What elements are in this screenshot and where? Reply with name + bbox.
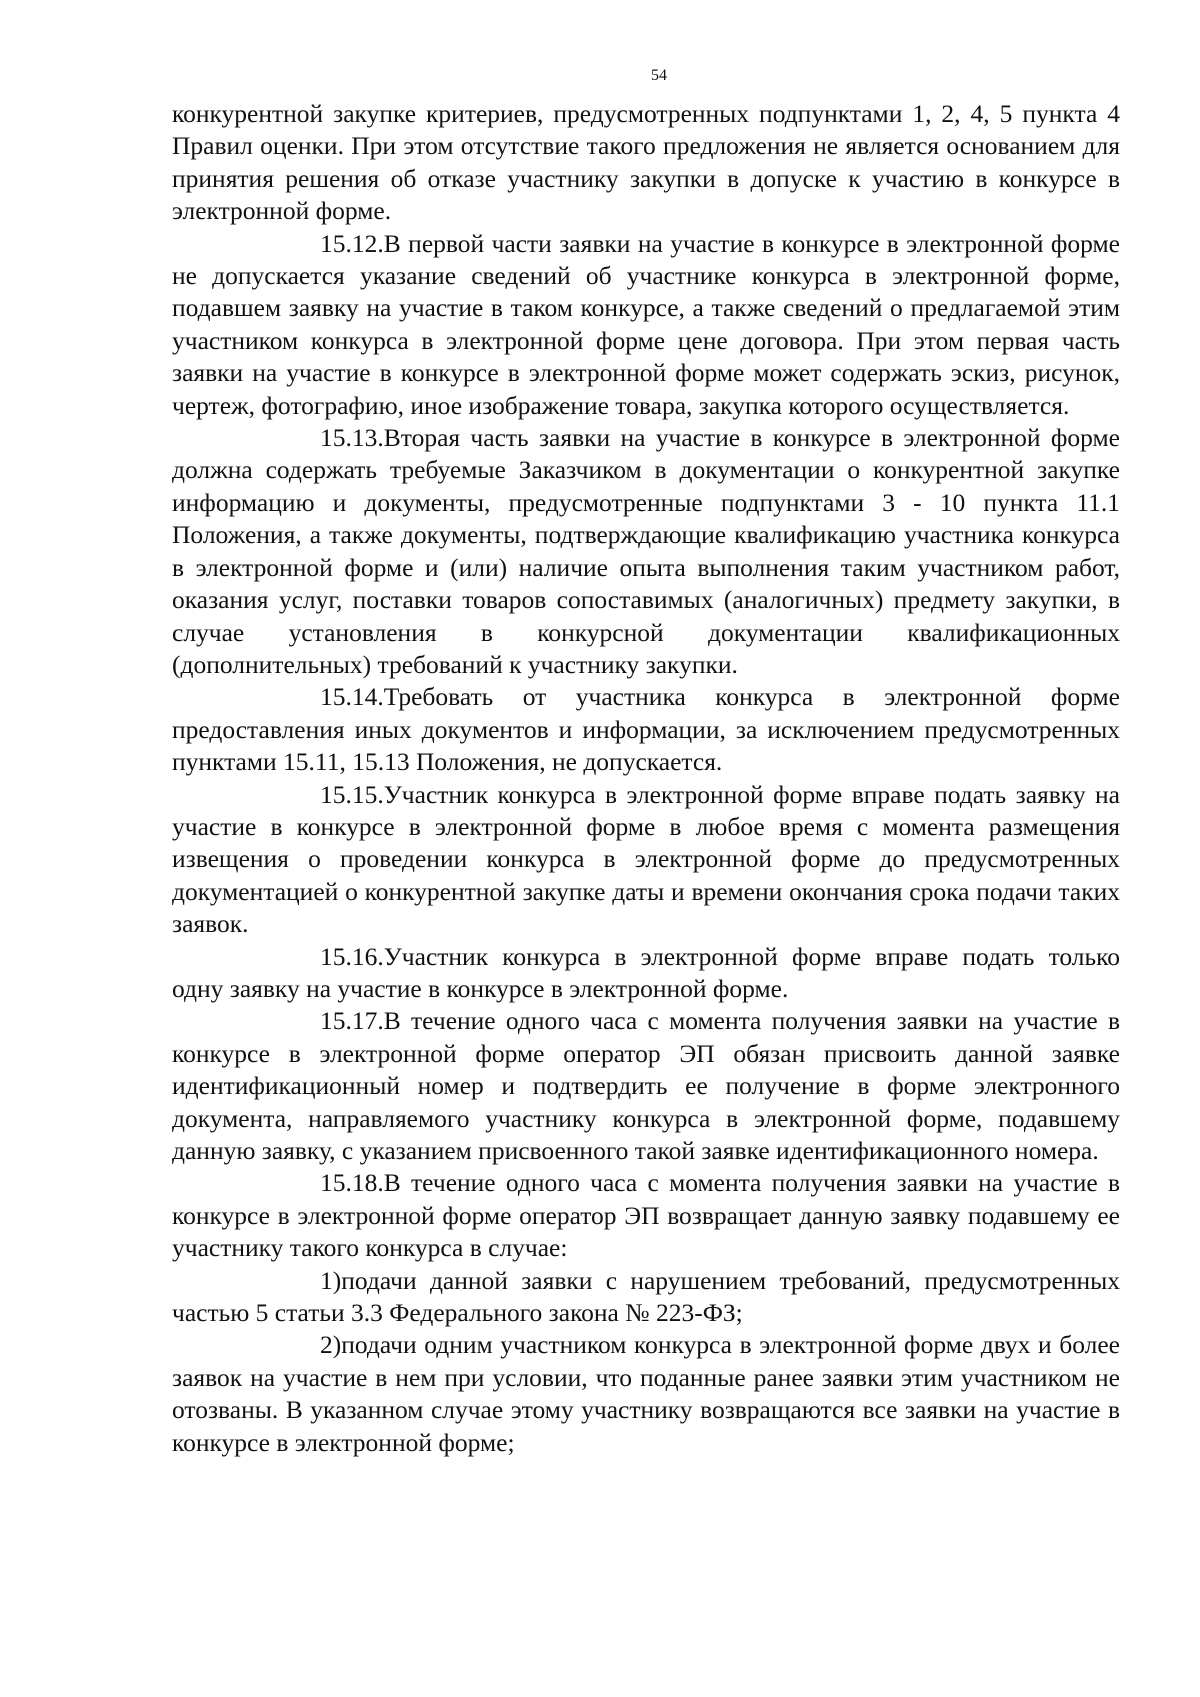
list-item-text: подачи одним участником конкурса в электронной форме двух и более заявок на участие в нем при условии, что поданные ранее заявки этим участником не отозваны. В указанном случае этому участнику возвращаются все заявки на участие в конкурсе в электронной форме; xyxy=(172,1330,1120,1457)
clause-text: Участник конкурса в электронной форме вправе подать только одну заявку на участие в конкурсе в электронной форме. xyxy=(172,941,1120,1003)
list-item-2 xyxy=(172,1329,1120,1459)
clause-text: Участник конкурса в электронной форме вправе подать заявку на участие в конкурсе в электронной форме в любое время с момента размещения извещения о проведении конкурса в электронной форме до предусмотренных документацией о конкурентной закупке даты и времени окончания срока подачи таких заявок. xyxy=(172,779,1120,939)
paragraph-continuation xyxy=(172,98,1120,228)
clause-15-13 xyxy=(172,422,1120,681)
paragraph-text: конкурентной закупке критериев, предусмотренных подпунктами 1, 2, 4, 5 пункта 4 Правил оценки. При этом отсутствие такого предложения не является основанием для принятия решения об отказе участнику закупки в допуске к участию в конкурсе в электронной форме. xyxy=(172,99,1120,226)
clause-number: 15.15. xyxy=(320,779,384,809)
list-item-1 xyxy=(172,1265,1120,1330)
clause-number: 15.16. xyxy=(320,941,384,971)
clause-number: 15.13. xyxy=(320,423,384,453)
list-item-number: 1) xyxy=(320,1265,342,1295)
clause-number: 15.18. xyxy=(320,1168,384,1198)
clause-15-15 xyxy=(172,779,1120,941)
clause-15-12 xyxy=(172,228,1120,422)
clause-15-17 xyxy=(172,1005,1120,1167)
clause-text: Вторая часть заявки на участие в конкурсе в электронной форме должна содержать требуемые Заказчиком в документации о конкурентной закупке информацию и документы, предусмотренные подпунктами 3 - 10 пункта 11.1 Положения, а также документы, подтверждающие квалификацию участника конкурса в электронной форме и (или) наличие опыта выполнения таким участником работ, оказания услуг, поставки товаров сопоставимых (аналогичных) предмету закупки, в случае установления в конкурсной документации квалификационных (дополнительных) требований к участнику закупки. xyxy=(172,423,1120,679)
clause-number: 15.17. xyxy=(320,1006,384,1036)
clause-text: В первой части заявки на участие в конкурсе в электронной форме не допускается указание сведений об участнике конкурса в электронной форме, подавшем заявку на участие в таком конкурсе, а также сведений о предлагаемой этим участником конкурса в электронной форме цене договора. При этом первая часть заявки на участие в конкурсе в электронной форме может содержать эскиз, рисунок, чертеж, фотографию, иное изображение товара, закупка которого осуществляется. xyxy=(172,228,1120,420)
clause-15-18 xyxy=(172,1167,1120,1264)
clause-number: 15.12. xyxy=(320,228,384,258)
clause-text: Требовать от участника конкурса в электронной форме предоставления иных документов и информации, за исключением предусмотренных пунктами 15.11, 15.13 Положения, не допускается. xyxy=(172,682,1120,777)
document-body xyxy=(172,98,1120,1459)
list-item-number: 2) xyxy=(320,1330,342,1360)
clause-15-16 xyxy=(172,941,1120,1006)
list-item-text: подачи данной заявки с нарушением требований, предусмотренных частью 5 статьи 3.3 Федерального закона № 223-ФЗ; xyxy=(172,1265,1120,1328)
clause-text: В течение одного часа с момента получения заявки на участие в конкурсе в электронной форме оператор ЭП обязан присвоить данной заявке идентификационный номер и подтвердить ее получение в форме электронного документа, направляемого участнику конкурса в электронной форме, подавшему данную заявку, с указанием присвоенного такой заявке идентификационного номера. xyxy=(172,1006,1120,1165)
clause-text: В течение одного часа с момента получения заявки на участие в конкурсе в электронной форме оператор ЭП возвращает данную заявку подавшему ее участнику такого конкурса в случае: xyxy=(172,1168,1120,1263)
page-number: 54 xyxy=(651,67,667,84)
clause-15-14 xyxy=(172,681,1120,778)
clause-number: 15.14. xyxy=(320,682,384,712)
